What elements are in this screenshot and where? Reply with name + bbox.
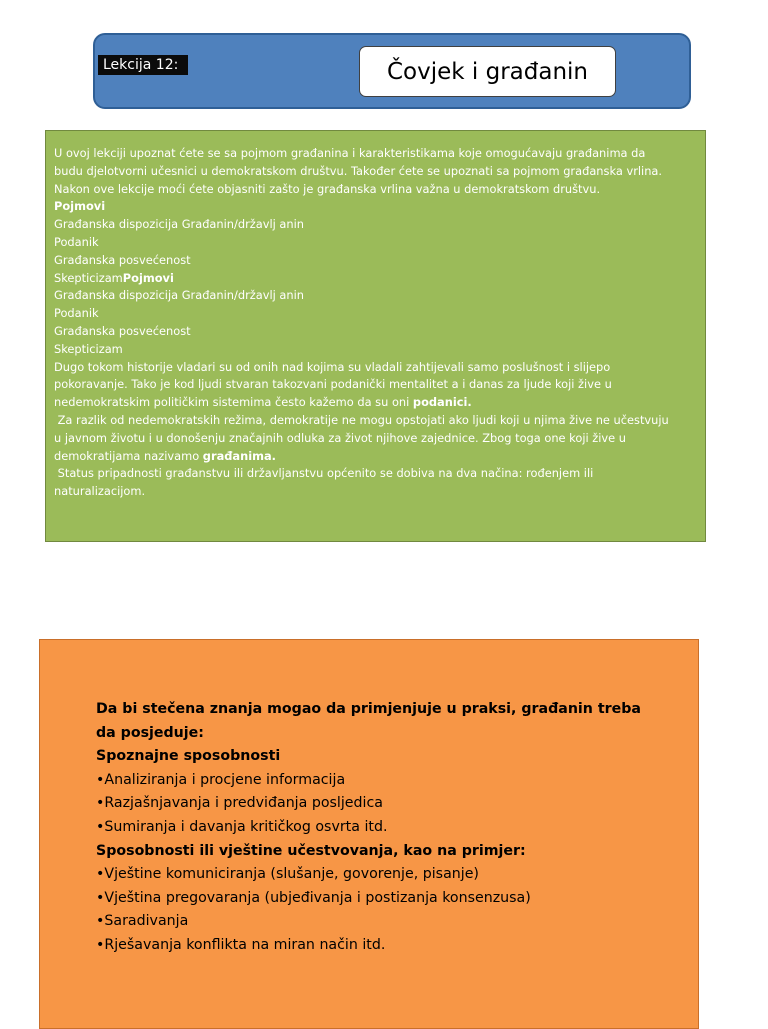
skills-panel [39,639,699,1029]
status-line: Status pripadnosti građanstvu ili državljanstvu općenito se dobiva na dva načina: rođenjem ili [54,466,594,481]
lesson-title: Čovjek i građanin [359,46,616,97]
intro-panel [45,130,706,542]
pojmovi-heading: Pojmovi [54,199,106,214]
cognitive-item: •Analiziranja i procjene informacija [96,771,346,788]
status-line: naturalizacijom. [54,484,146,499]
participation-heading: Sposobnosti ili vještine učestvovanja, kao na primjer: [96,842,526,859]
democracy-line: u javnom životu i u donošenju značajnih odluka za život njihove zajednice. Zbog toga one koji žive u [54,430,627,445]
term-item: Podanik [54,306,99,321]
cognitive-item: •Sumiranja i davanja kritičkog osvrta itd. [96,818,388,835]
bold-term: podanici. [412,395,472,410]
intro-line: Nakon ove lekcije moći ćete objasniti zašto je građanska vrlina važna u demokratskom društvu. [54,181,601,196]
intro-line: budu djelotvorni učesnici u demokratskom društvu. Također ćete se upoznati sa pojmom građanska vrlina. [54,163,663,178]
democracy-line: demokratijama nazivamo građanima. [54,448,276,463]
participation-item: •Saradivanja [96,913,189,930]
participation-item: •Vještina pregovaranja (ubjeđivanja i postizanja konsenzusa) [96,889,531,906]
term-item: Građanska posvećenost [54,323,191,338]
cognitive-item: •Razjašnjavanja i predviđanja posljedica [96,795,383,812]
intro-line: U ovoj lekciji upoznat ćete se sa pojmom građanina i karakteristikama koje omogućavaju građanima da [54,146,646,160]
democracy-line: Za razlik od nedemokratskih režima, demokratije ne mogu opstojati ako ljudi koji u njima žive ne učestvuju [54,412,669,427]
lesson-number-label: Lekcija 12: [98,55,188,75]
term-item: Skepticizam [54,341,123,356]
participation-item: •Rješavanja konflikta na miran način itd. [96,936,386,953]
pojmovi-heading: Pojmovi [122,270,174,285]
cognitive-heading: Spoznajne sposobnosti [96,748,281,765]
term-item: Podanik [54,234,99,249]
term-item: Građanska posvećenost [54,252,191,267]
history-line: Dugo tokom historije vladari su od onih nad kojima su vladali zahtijevali samo poslušnost i slijepo [54,359,611,374]
history-line: nedemokratskim političkim sistemima često kažemo da su oni podanici. [54,395,472,410]
term-item: Građanska dispozicija Građanin/državlj anin [54,217,305,232]
term-item-text: Skepticizam [54,270,123,285]
skills-intro-line: da posjeduje: [96,724,204,741]
history-line: pokoravanje. Tako je kod ljudi stvaran takozvani podanički mentalitet a i danas za ljude koji žive u [54,377,612,392]
term-item: Građanska dispozicija Građanin/državlj anin [54,288,305,303]
participation-item: •Vještine komuniciranja (slušanje, govorenje, pisanje) [96,866,479,883]
bold-term: građanima. [202,448,276,463]
skills-intro-line: Da bi stečena znanja mogao da primjenjuje u praksi, građanin treba [96,701,641,717]
term-item-with-heading [54,270,699,288]
